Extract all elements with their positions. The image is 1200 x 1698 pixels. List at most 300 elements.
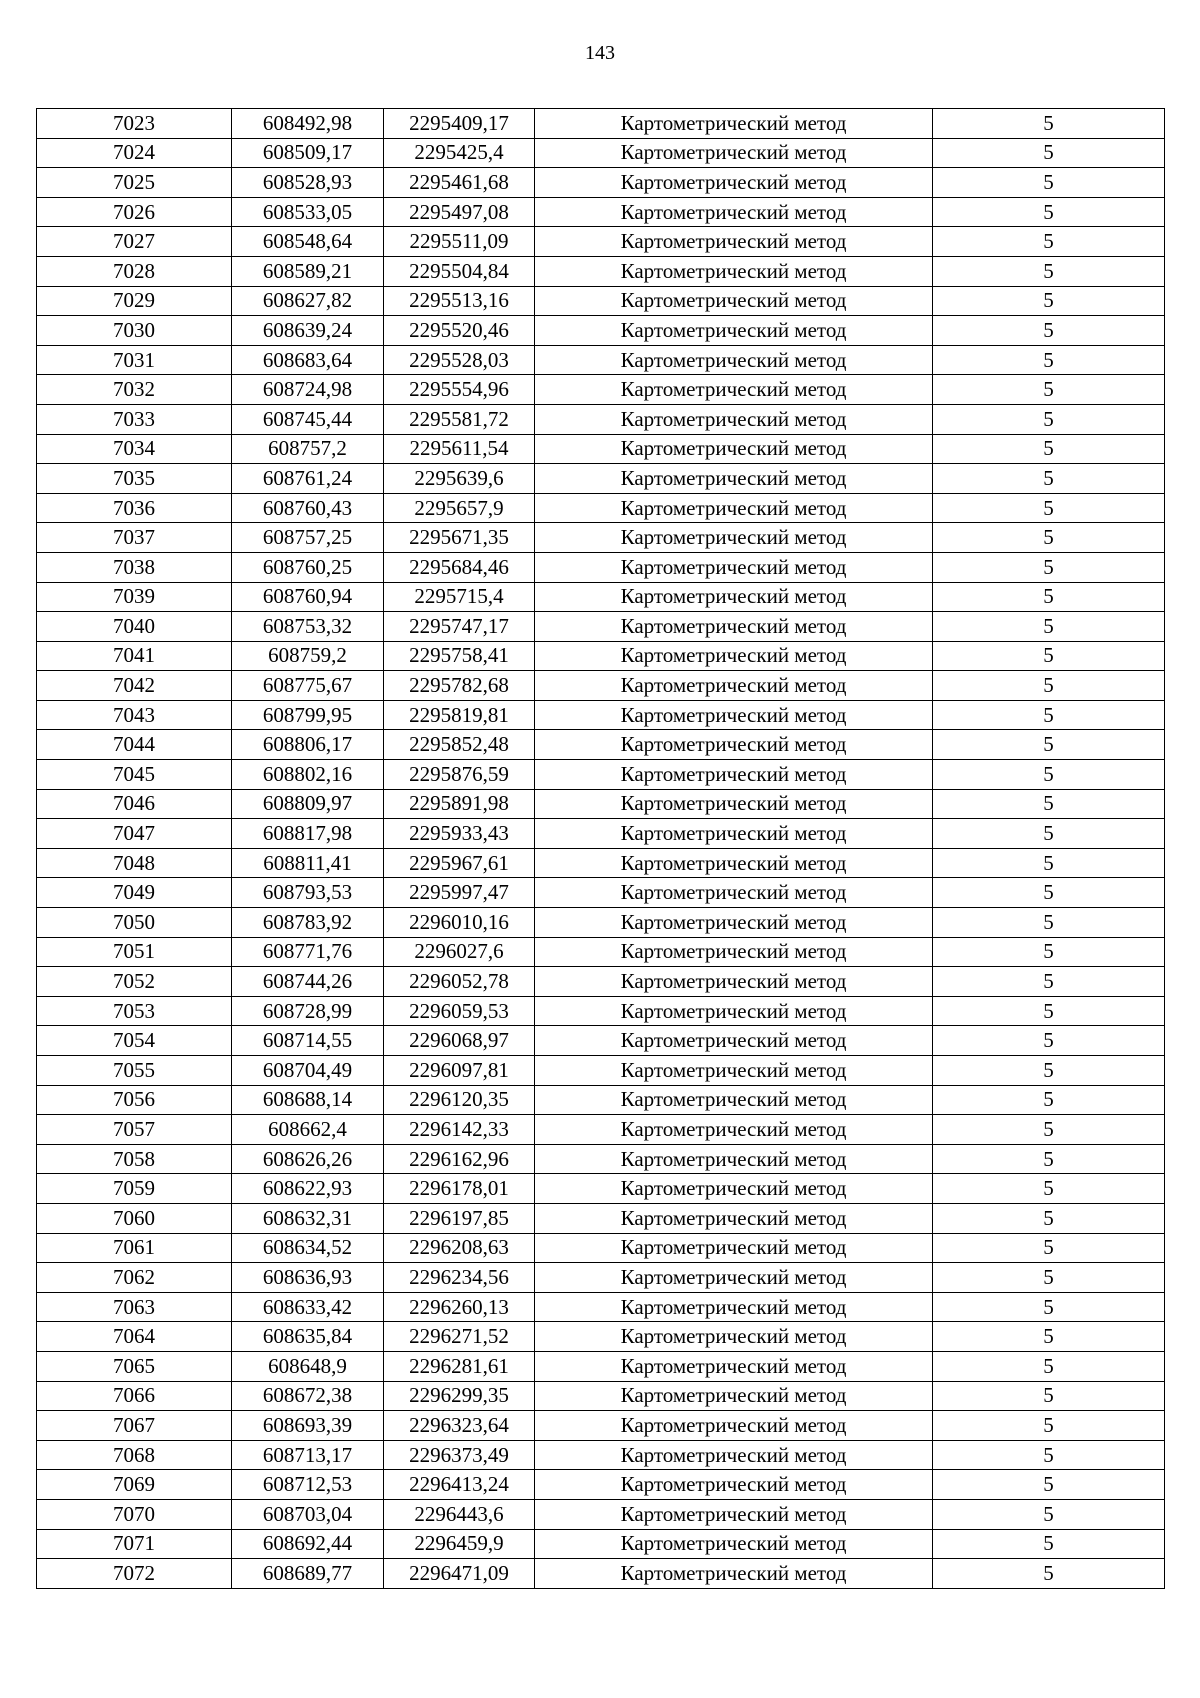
method-cell: Картометрический метод: [535, 552, 933, 582]
accuracy-cell: 5: [933, 256, 1165, 286]
y-coordinate-cell: 2295409,17: [384, 109, 535, 139]
table-row: [37, 434, 1165, 464]
accuracy-cell: 5: [933, 345, 1165, 375]
y-coordinate-cell: 2295520,46: [384, 316, 535, 346]
accuracy-cell: 5: [933, 493, 1165, 523]
point-number-cell: 7047: [37, 819, 232, 849]
point-number-cell: 7046: [37, 789, 232, 819]
table-row: [37, 1056, 1165, 1086]
y-coordinate-cell: 2296120,35: [384, 1085, 535, 1115]
accuracy-cell: 5: [933, 168, 1165, 198]
y-coordinate-cell: 2296323,64: [384, 1411, 535, 1441]
table-row: [37, 1174, 1165, 1204]
x-coordinate-cell: 608757,25: [232, 523, 384, 553]
method-cell: Картометрический метод: [535, 434, 933, 464]
accuracy-cell: 5: [933, 1115, 1165, 1145]
table-row: [37, 197, 1165, 227]
y-coordinate-cell: 2296027,6: [384, 937, 535, 967]
table-row: [37, 996, 1165, 1026]
y-coordinate-cell: 2295554,96: [384, 375, 535, 405]
table-row: [37, 967, 1165, 997]
method-cell: Картометрический метод: [535, 1411, 933, 1441]
point-number-cell: 7068: [37, 1440, 232, 1470]
point-number-cell: 7029: [37, 286, 232, 316]
point-number-cell: 7064: [37, 1322, 232, 1352]
table-row: [37, 493, 1165, 523]
table-row: [37, 1559, 1165, 1589]
point-number-cell: 7050: [37, 908, 232, 938]
y-coordinate-cell: 2296234,56: [384, 1263, 535, 1293]
x-coordinate-cell: 608683,64: [232, 345, 384, 375]
method-cell: Картометрический метод: [535, 819, 933, 849]
accuracy-cell: 5: [933, 1144, 1165, 1174]
accuracy-cell: 5: [933, 138, 1165, 168]
point-number-cell: 7042: [37, 671, 232, 701]
method-cell: Картометрический метод: [535, 493, 933, 523]
x-coordinate-cell: 608639,24: [232, 316, 384, 346]
point-number-cell: 7055: [37, 1056, 232, 1086]
y-coordinate-cell: 2296142,33: [384, 1115, 535, 1145]
point-number-cell: 7027: [37, 227, 232, 257]
method-cell: Картометрический метод: [535, 641, 933, 671]
y-coordinate-cell: 2296208,63: [384, 1233, 535, 1263]
table-row: [37, 1440, 1165, 1470]
table-row: [37, 138, 1165, 168]
accuracy-cell: 5: [933, 1322, 1165, 1352]
x-coordinate-cell: 608636,93: [232, 1263, 384, 1293]
x-coordinate-cell: 608760,94: [232, 582, 384, 612]
x-coordinate-cell: 608672,38: [232, 1381, 384, 1411]
point-number-cell: 7048: [37, 848, 232, 878]
y-coordinate-cell: 2295497,08: [384, 197, 535, 227]
point-number-cell: 7034: [37, 434, 232, 464]
method-cell: Картометрический метод: [535, 345, 933, 375]
table-row: [37, 582, 1165, 612]
y-coordinate-cell: 2296413,24: [384, 1470, 535, 1500]
method-cell: Картометрический метод: [535, 1381, 933, 1411]
point-number-cell: 7025: [37, 168, 232, 198]
accuracy-cell: 5: [933, 1559, 1165, 1589]
x-coordinate-cell: 608492,98: [232, 109, 384, 139]
x-coordinate-cell: 608728,99: [232, 996, 384, 1026]
method-cell: Картометрический метод: [535, 1056, 933, 1086]
table-row: [37, 109, 1165, 139]
method-cell: Картометрический метод: [535, 1440, 933, 1470]
x-coordinate-cell: 608712,53: [232, 1470, 384, 1500]
y-coordinate-cell: 2295657,9: [384, 493, 535, 523]
accuracy-cell: 5: [933, 1026, 1165, 1056]
table-row: [37, 345, 1165, 375]
table-row: [37, 227, 1165, 257]
x-coordinate-cell: 608589,21: [232, 256, 384, 286]
table-row: [37, 730, 1165, 760]
table-row: [37, 760, 1165, 790]
x-coordinate-cell: 608533,05: [232, 197, 384, 227]
x-coordinate-cell: 608760,43: [232, 493, 384, 523]
point-number-cell: 7039: [37, 582, 232, 612]
method-cell: Картометрический метод: [535, 730, 933, 760]
point-number-cell: 7031: [37, 345, 232, 375]
table-row: [37, 316, 1165, 346]
table-row: [37, 700, 1165, 730]
accuracy-cell: 5: [933, 819, 1165, 849]
coordinates-table: [36, 108, 1165, 1589]
method-cell: Картометрический метод: [535, 1559, 933, 1589]
accuracy-cell: 5: [933, 1351, 1165, 1381]
x-coordinate-cell: 608634,52: [232, 1233, 384, 1263]
x-coordinate-cell: 608548,64: [232, 227, 384, 257]
method-cell: Картометрический метод: [535, 1470, 933, 1500]
accuracy-cell: 5: [933, 552, 1165, 582]
y-coordinate-cell: 2296197,85: [384, 1203, 535, 1233]
accuracy-cell: 5: [933, 1440, 1165, 1470]
table-row: [37, 641, 1165, 671]
table-row: [37, 908, 1165, 938]
x-coordinate-cell: 608753,32: [232, 612, 384, 642]
y-coordinate-cell: 2295461,68: [384, 168, 535, 198]
accuracy-cell: 5: [933, 1529, 1165, 1559]
method-cell: Картометрический метод: [535, 760, 933, 790]
method-cell: Картометрический метод: [535, 908, 933, 938]
x-coordinate-cell: 608817,98: [232, 819, 384, 849]
point-number-cell: 7030: [37, 316, 232, 346]
table-row: [37, 1381, 1165, 1411]
accuracy-cell: 5: [933, 197, 1165, 227]
point-number-cell: 7067: [37, 1411, 232, 1441]
table-row: [37, 1026, 1165, 1056]
point-number-cell: 7043: [37, 700, 232, 730]
method-cell: Картометрический метод: [535, 1529, 933, 1559]
y-coordinate-cell: 2295997,47: [384, 878, 535, 908]
accuracy-cell: 5: [933, 227, 1165, 257]
point-number-cell: 7066: [37, 1381, 232, 1411]
y-coordinate-cell: 2296299,35: [384, 1381, 535, 1411]
x-coordinate-cell: 608622,93: [232, 1174, 384, 1204]
point-number-cell: 7059: [37, 1174, 232, 1204]
accuracy-cell: 5: [933, 375, 1165, 405]
point-number-cell: 7072: [37, 1559, 232, 1589]
x-coordinate-cell: 608775,67: [232, 671, 384, 701]
y-coordinate-cell: 2295639,6: [384, 464, 535, 494]
table-row: [37, 1529, 1165, 1559]
x-coordinate-cell: 608771,76: [232, 937, 384, 967]
method-cell: Картометрический метод: [535, 375, 933, 405]
accuracy-cell: 5: [933, 760, 1165, 790]
accuracy-cell: 5: [933, 848, 1165, 878]
y-coordinate-cell: 2296178,01: [384, 1174, 535, 1204]
y-coordinate-cell: 2295671,35: [384, 523, 535, 553]
method-cell: Картометрический метод: [535, 1026, 933, 1056]
page-number: 143: [585, 42, 615, 64]
method-cell: Картометрический метод: [535, 1144, 933, 1174]
x-coordinate-cell: 608745,44: [232, 404, 384, 434]
x-coordinate-cell: 608633,42: [232, 1292, 384, 1322]
x-coordinate-cell: 608692,44: [232, 1529, 384, 1559]
point-number-cell: 7051: [37, 937, 232, 967]
y-coordinate-cell: 2295758,41: [384, 641, 535, 671]
table-row: [37, 1411, 1165, 1441]
y-coordinate-cell: 2296162,96: [384, 1144, 535, 1174]
y-coordinate-cell: 2295852,48: [384, 730, 535, 760]
y-coordinate-cell: 2295933,43: [384, 819, 535, 849]
accuracy-cell: 5: [933, 1292, 1165, 1322]
x-coordinate-cell: 608626,26: [232, 1144, 384, 1174]
table-row: [37, 464, 1165, 494]
table-row: [37, 789, 1165, 819]
table-row: [37, 1115, 1165, 1145]
table-row: [37, 612, 1165, 642]
x-coordinate-cell: 608648,9: [232, 1351, 384, 1381]
point-number-cell: 7049: [37, 878, 232, 908]
method-cell: Картометрический метод: [535, 1499, 933, 1529]
accuracy-cell: 5: [933, 1085, 1165, 1115]
x-coordinate-cell: 608724,98: [232, 375, 384, 405]
accuracy-cell: 5: [933, 1233, 1165, 1263]
accuracy-cell: 5: [933, 1263, 1165, 1293]
x-coordinate-cell: 608509,17: [232, 138, 384, 168]
point-number-cell: 7063: [37, 1292, 232, 1322]
point-number-cell: 7061: [37, 1233, 232, 1263]
table-row: [37, 523, 1165, 553]
point-number-cell: 7058: [37, 1144, 232, 1174]
table-row: [37, 1085, 1165, 1115]
y-coordinate-cell: 2295891,98: [384, 789, 535, 819]
y-coordinate-cell: 2295967,61: [384, 848, 535, 878]
y-coordinate-cell: 2296260,13: [384, 1292, 535, 1322]
method-cell: Картометрический метод: [535, 523, 933, 553]
table-row: [37, 404, 1165, 434]
accuracy-cell: 5: [933, 582, 1165, 612]
point-number-cell: 7040: [37, 612, 232, 642]
y-coordinate-cell: 2295504,84: [384, 256, 535, 286]
x-coordinate-cell: 608802,16: [232, 760, 384, 790]
accuracy-cell: 5: [933, 789, 1165, 819]
point-number-cell: 7052: [37, 967, 232, 997]
method-cell: Картометрический метод: [535, 197, 933, 227]
y-coordinate-cell: 2296281,61: [384, 1351, 535, 1381]
method-cell: Картометрический метод: [535, 109, 933, 139]
point-number-cell: 7065: [37, 1351, 232, 1381]
method-cell: Картометрический метод: [535, 937, 933, 967]
x-coordinate-cell: 608757,2: [232, 434, 384, 464]
accuracy-cell: 5: [933, 996, 1165, 1026]
x-coordinate-cell: 608811,41: [232, 848, 384, 878]
method-cell: Картометрический метод: [535, 612, 933, 642]
point-number-cell: 7035: [37, 464, 232, 494]
x-coordinate-cell: 608799,95: [232, 700, 384, 730]
x-coordinate-cell: 608632,31: [232, 1203, 384, 1233]
point-number-cell: 7032: [37, 375, 232, 405]
x-coordinate-cell: 608704,49: [232, 1056, 384, 1086]
x-coordinate-cell: 608689,77: [232, 1559, 384, 1589]
method-cell: Картометрический метод: [535, 996, 933, 1026]
y-coordinate-cell: 2296443,6: [384, 1499, 535, 1529]
accuracy-cell: 5: [933, 286, 1165, 316]
accuracy-cell: 5: [933, 612, 1165, 642]
x-coordinate-cell: 608760,25: [232, 552, 384, 582]
method-cell: Картометрический метод: [535, 1233, 933, 1263]
y-coordinate-cell: 2296271,52: [384, 1322, 535, 1352]
table-row: [37, 1470, 1165, 1500]
accuracy-cell: 5: [933, 1203, 1165, 1233]
x-coordinate-cell: 608662,4: [232, 1115, 384, 1145]
table-body: [37, 109, 1165, 1589]
table-row: [37, 819, 1165, 849]
table-row: [37, 1263, 1165, 1293]
y-coordinate-cell: 2295611,54: [384, 434, 535, 464]
table-row: [37, 671, 1165, 701]
table-row: [37, 168, 1165, 198]
accuracy-cell: 5: [933, 1381, 1165, 1411]
y-coordinate-cell: 2296068,97: [384, 1026, 535, 1056]
point-number-cell: 7070: [37, 1499, 232, 1529]
x-coordinate-cell: 608809,97: [232, 789, 384, 819]
method-cell: Картометрический метод: [535, 1351, 933, 1381]
accuracy-cell: 5: [933, 1411, 1165, 1441]
y-coordinate-cell: 2295747,17: [384, 612, 535, 642]
point-number-cell: 7069: [37, 1470, 232, 1500]
table-row: [37, 1144, 1165, 1174]
table-row: [37, 256, 1165, 286]
table-row: [37, 552, 1165, 582]
accuracy-cell: 5: [933, 109, 1165, 139]
x-coordinate-cell: 608703,04: [232, 1499, 384, 1529]
method-cell: Картометрический метод: [535, 1174, 933, 1204]
table-row: [37, 1322, 1165, 1352]
x-coordinate-cell: 608793,53: [232, 878, 384, 908]
method-cell: Картометрический метод: [535, 286, 933, 316]
point-number-cell: 7044: [37, 730, 232, 760]
accuracy-cell: 5: [933, 908, 1165, 938]
method-cell: Картометрический метод: [535, 316, 933, 346]
method-cell: Картометрический метод: [535, 1292, 933, 1322]
method-cell: Картометрический метод: [535, 1115, 933, 1145]
x-coordinate-cell: 608783,92: [232, 908, 384, 938]
accuracy-cell: 5: [933, 937, 1165, 967]
method-cell: Картометрический метод: [535, 464, 933, 494]
table-row: [37, 286, 1165, 316]
accuracy-cell: 5: [933, 464, 1165, 494]
point-number-cell: 7023: [37, 109, 232, 139]
point-number-cell: 7036: [37, 493, 232, 523]
accuracy-cell: 5: [933, 878, 1165, 908]
point-number-cell: 7028: [37, 256, 232, 286]
method-cell: Картометрический метод: [535, 1263, 933, 1293]
table-row: [37, 1203, 1165, 1233]
accuracy-cell: 5: [933, 1470, 1165, 1500]
accuracy-cell: 5: [933, 641, 1165, 671]
accuracy-cell: 5: [933, 730, 1165, 760]
point-number-cell: 7041: [37, 641, 232, 671]
method-cell: Картометрический метод: [535, 227, 933, 257]
x-coordinate-cell: 608761,24: [232, 464, 384, 494]
y-coordinate-cell: 2296373,49: [384, 1440, 535, 1470]
accuracy-cell: 5: [933, 967, 1165, 997]
method-cell: Картометрический метод: [535, 256, 933, 286]
x-coordinate-cell: 608744,26: [232, 967, 384, 997]
table-row: [37, 375, 1165, 405]
accuracy-cell: 5: [933, 671, 1165, 701]
method-cell: Картометрический метод: [535, 967, 933, 997]
table-row: [37, 848, 1165, 878]
y-coordinate-cell: 2295425,4: [384, 138, 535, 168]
point-number-cell: 7053: [37, 996, 232, 1026]
y-coordinate-cell: 2295819,81: [384, 700, 535, 730]
y-coordinate-cell: 2295715,4: [384, 582, 535, 612]
point-number-cell: 7062: [37, 1263, 232, 1293]
table-row: [37, 937, 1165, 967]
y-coordinate-cell: 2295511,09: [384, 227, 535, 257]
method-cell: Картометрический метод: [535, 700, 933, 730]
y-coordinate-cell: 2295876,59: [384, 760, 535, 790]
y-coordinate-cell: 2295513,16: [384, 286, 535, 316]
method-cell: Картометрический метод: [535, 671, 933, 701]
accuracy-cell: 5: [933, 404, 1165, 434]
method-cell: Картометрический метод: [535, 582, 933, 612]
point-number-cell: 7033: [37, 404, 232, 434]
point-number-cell: 7071: [37, 1529, 232, 1559]
y-coordinate-cell: 2295684,46: [384, 552, 535, 582]
x-coordinate-cell: 608713,17: [232, 1440, 384, 1470]
accuracy-cell: 5: [933, 700, 1165, 730]
x-coordinate-cell: 608688,14: [232, 1085, 384, 1115]
x-coordinate-cell: 608714,55: [232, 1026, 384, 1056]
point-number-cell: 7024: [37, 138, 232, 168]
y-coordinate-cell: 2296471,09: [384, 1559, 535, 1589]
y-coordinate-cell: 2296052,78: [384, 967, 535, 997]
point-number-cell: 7038: [37, 552, 232, 582]
method-cell: Картометрический метод: [535, 878, 933, 908]
point-number-cell: 7060: [37, 1203, 232, 1233]
table-row: [37, 1292, 1165, 1322]
x-coordinate-cell: 608635,84: [232, 1322, 384, 1352]
y-coordinate-cell: 2296459,9: [384, 1529, 535, 1559]
accuracy-cell: 5: [933, 1174, 1165, 1204]
table-row: [37, 1351, 1165, 1381]
x-coordinate-cell: 608693,39: [232, 1411, 384, 1441]
method-cell: Картометрический метод: [535, 789, 933, 819]
table-row: [37, 1499, 1165, 1529]
x-coordinate-cell: 608759,2: [232, 641, 384, 671]
accuracy-cell: 5: [933, 316, 1165, 346]
method-cell: Картометрический метод: [535, 1203, 933, 1233]
x-coordinate-cell: 608627,82: [232, 286, 384, 316]
point-number-cell: 7056: [37, 1085, 232, 1115]
y-coordinate-cell: 2295581,72: [384, 404, 535, 434]
x-coordinate-cell: 608806,17: [232, 730, 384, 760]
point-number-cell: 7026: [37, 197, 232, 227]
table-row: [37, 878, 1165, 908]
accuracy-cell: 5: [933, 1499, 1165, 1529]
accuracy-cell: 5: [933, 1056, 1165, 1086]
method-cell: Картометрический метод: [535, 404, 933, 434]
point-number-cell: 7037: [37, 523, 232, 553]
point-number-cell: 7045: [37, 760, 232, 790]
accuracy-cell: 5: [933, 434, 1165, 464]
y-coordinate-cell: 2296010,16: [384, 908, 535, 938]
point-number-cell: 7054: [37, 1026, 232, 1056]
method-cell: Картометрический метод: [535, 1322, 933, 1352]
y-coordinate-cell: 2296097,81: [384, 1056, 535, 1086]
method-cell: Картометрический метод: [535, 1085, 933, 1115]
method-cell: Картометрический метод: [535, 848, 933, 878]
y-coordinate-cell: 2295782,68: [384, 671, 535, 701]
method-cell: Картометрический метод: [535, 138, 933, 168]
y-coordinate-cell: 2295528,03: [384, 345, 535, 375]
table-row: [37, 1233, 1165, 1263]
y-coordinate-cell: 2296059,53: [384, 996, 535, 1026]
x-coordinate-cell: 608528,93: [232, 168, 384, 198]
